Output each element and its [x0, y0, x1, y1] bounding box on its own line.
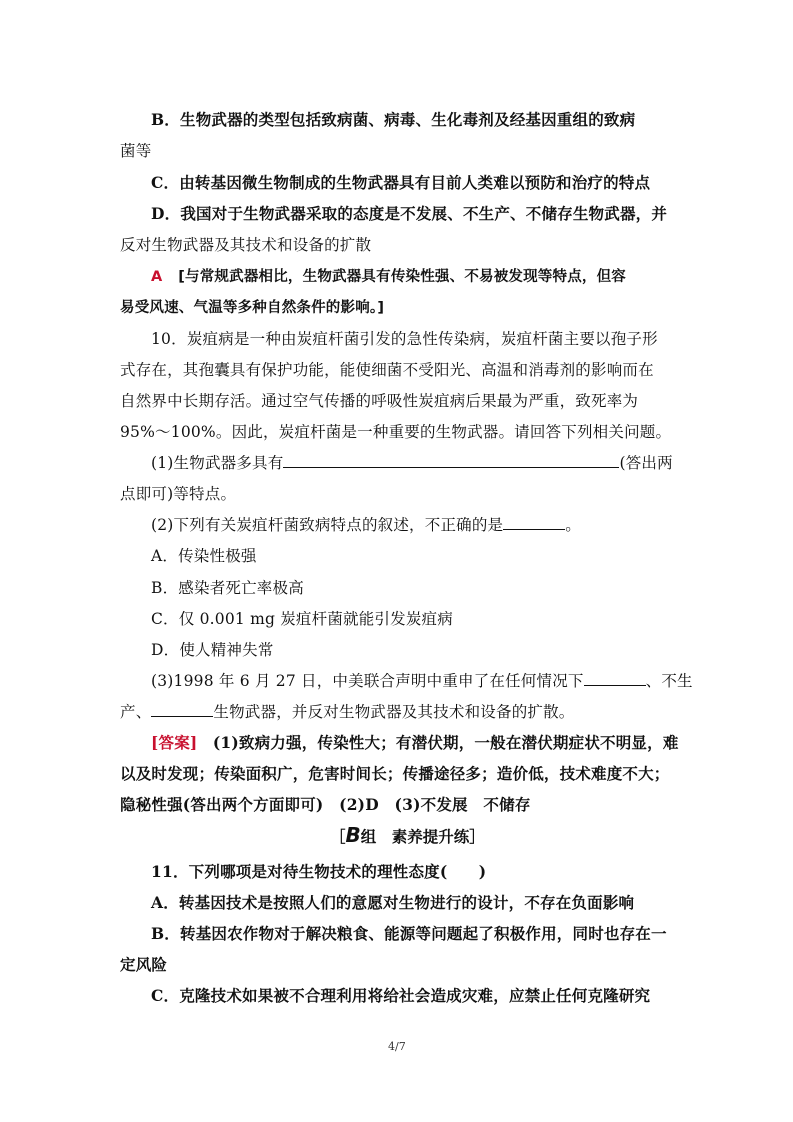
q11-option-c: C．克隆技术如果被不合理利用将给社会造成灾难，应禁止任何克隆研究 — [151, 986, 651, 1005]
q9-option-b-line1: B．生物武器的类型包括致病菌、病毒、生化毒剂及经基因重组的致病 — [151, 110, 636, 129]
q9-option-d-line1: D．我国对于生物武器采取的态度是不发展、不生产、不储存生物武器，并 — [151, 204, 668, 223]
q10-sub3-text3: 产、 — [120, 703, 152, 721]
q11-option-b-line2: 定风险 — [120, 955, 168, 974]
q10-answer-line3: 隐秘性强(答出两个方面即可) (2)D (3)不发展 不储存 — [120, 795, 531, 814]
q10-sub1-text: (1)生物武器多具有 — [151, 454, 284, 472]
q10-answer-line2: 以及时发现；传染面积广，危害时间长；传播途径多；造价低，技术难度不大； — [120, 764, 670, 783]
q9-answer-explanation: [与常规武器相比，生物武器具有传染性强、不易被发现等特点，但容 — [178, 269, 627, 285]
q10-sub3-line2 — [120, 700, 575, 722]
q10-answer-line1 — [151, 731, 679, 753]
q11-stem: 11．下列哪项是对待生物技术的理性态度( ) — [151, 862, 487, 881]
section-letter: B — [345, 823, 361, 847]
q10-stem-line4: 95%～100%。因此，炭疽杆菌是一种重要的生物武器。请回答下列相关问题。 — [120, 423, 672, 441]
q10-sub3-text2: 、不生 — [645, 672, 693, 690]
q10-option-b: B．感染者死亡率极高 — [151, 579, 304, 597]
q10-option-c: C．仅 0.001 mg 炭疽杆菌就能引发炭疽病 — [151, 610, 453, 628]
q10-sub2-end: 。 — [565, 516, 581, 534]
q10-sub2 — [151, 513, 581, 535]
q10-sub3-text: (3)1998 年 6 月 27 日，中美联合声明中重申了在任何情况下 — [151, 672, 584, 690]
q9-answer-line1 — [151, 265, 626, 286]
q10-sub2-blank[interactable] — [503, 515, 565, 530]
q10-sub1 — [151, 451, 673, 473]
q10-sub1-line2: 点即可)等特点。 — [120, 485, 237, 503]
q10-sub3-blank2[interactable] — [151, 702, 213, 717]
q10-stem-line2: 式存在，其孢囊具有保护功能，能使细菌不受阳光、高温和消毒剂的影响而在 — [120, 361, 654, 379]
q10-sub1-blank[interactable] — [283, 453, 619, 468]
q9-answer-letter: A — [151, 269, 163, 285]
q10-stem-line3: 自然界中长期存活。通过空气传播的呼吸性炭疽病后果最为严重，致死率为 — [120, 392, 639, 410]
q10-sub1-hint: (答出两 — [619, 454, 673, 472]
q9-option-b-line2: 菌等 — [120, 142, 152, 160]
q9-option-c: C．由转基因微生物制成的生物武器具有目前人类难以预防和治疗的特点 — [151, 173, 651, 192]
section-title: 组 素养提升练 — [360, 828, 470, 846]
section-close-bracket: ］ — [469, 828, 485, 846]
q9-option-d-line2: 反对生物武器及其技术和设备的扩散 — [120, 236, 372, 254]
q10-answer-text1: (1)致病力强，传染性大；有潜伏期，一般在潜伏期症状不明显，难 — [212, 733, 679, 752]
q10-sub3-blank1[interactable] — [584, 671, 646, 686]
q10-option-d: D．使人精神失常 — [151, 641, 274, 659]
q10-sub3-text4: 生物武器，并反对生物武器及其技术和设备的扩散。 — [213, 703, 575, 721]
section-header — [330, 823, 485, 847]
q9-answer-line2: 易受风速、气温等多种自然条件的影响。] — [120, 300, 385, 316]
q10-stem-line1: 10．炭疽病是一种由炭疽杆菌引发的急性传染病，炭疽杆菌主要以孢子形 — [151, 330, 658, 348]
q10-sub2-text: (2)下列有关炭疽杆菌致病特点的叙述，不正确的是 — [151, 516, 504, 534]
q10-answer-tag: [答案] — [151, 733, 198, 752]
q11-option-a: A．转基因技术是按照人们的意愿对生物进行的设计，不存在负面影响 — [151, 893, 635, 912]
q10-option-a: A．传染性极强 — [151, 547, 257, 565]
q10-sub3-line1 — [151, 669, 693, 691]
q11-option-b-line1: B．转基因农作物对于解决粮食、能源等问题起了积极作用，同时也存在一 — [151, 924, 667, 943]
section-open-bracket: ［ — [330, 828, 346, 846]
page-number: 4/7 — [388, 1040, 406, 1053]
